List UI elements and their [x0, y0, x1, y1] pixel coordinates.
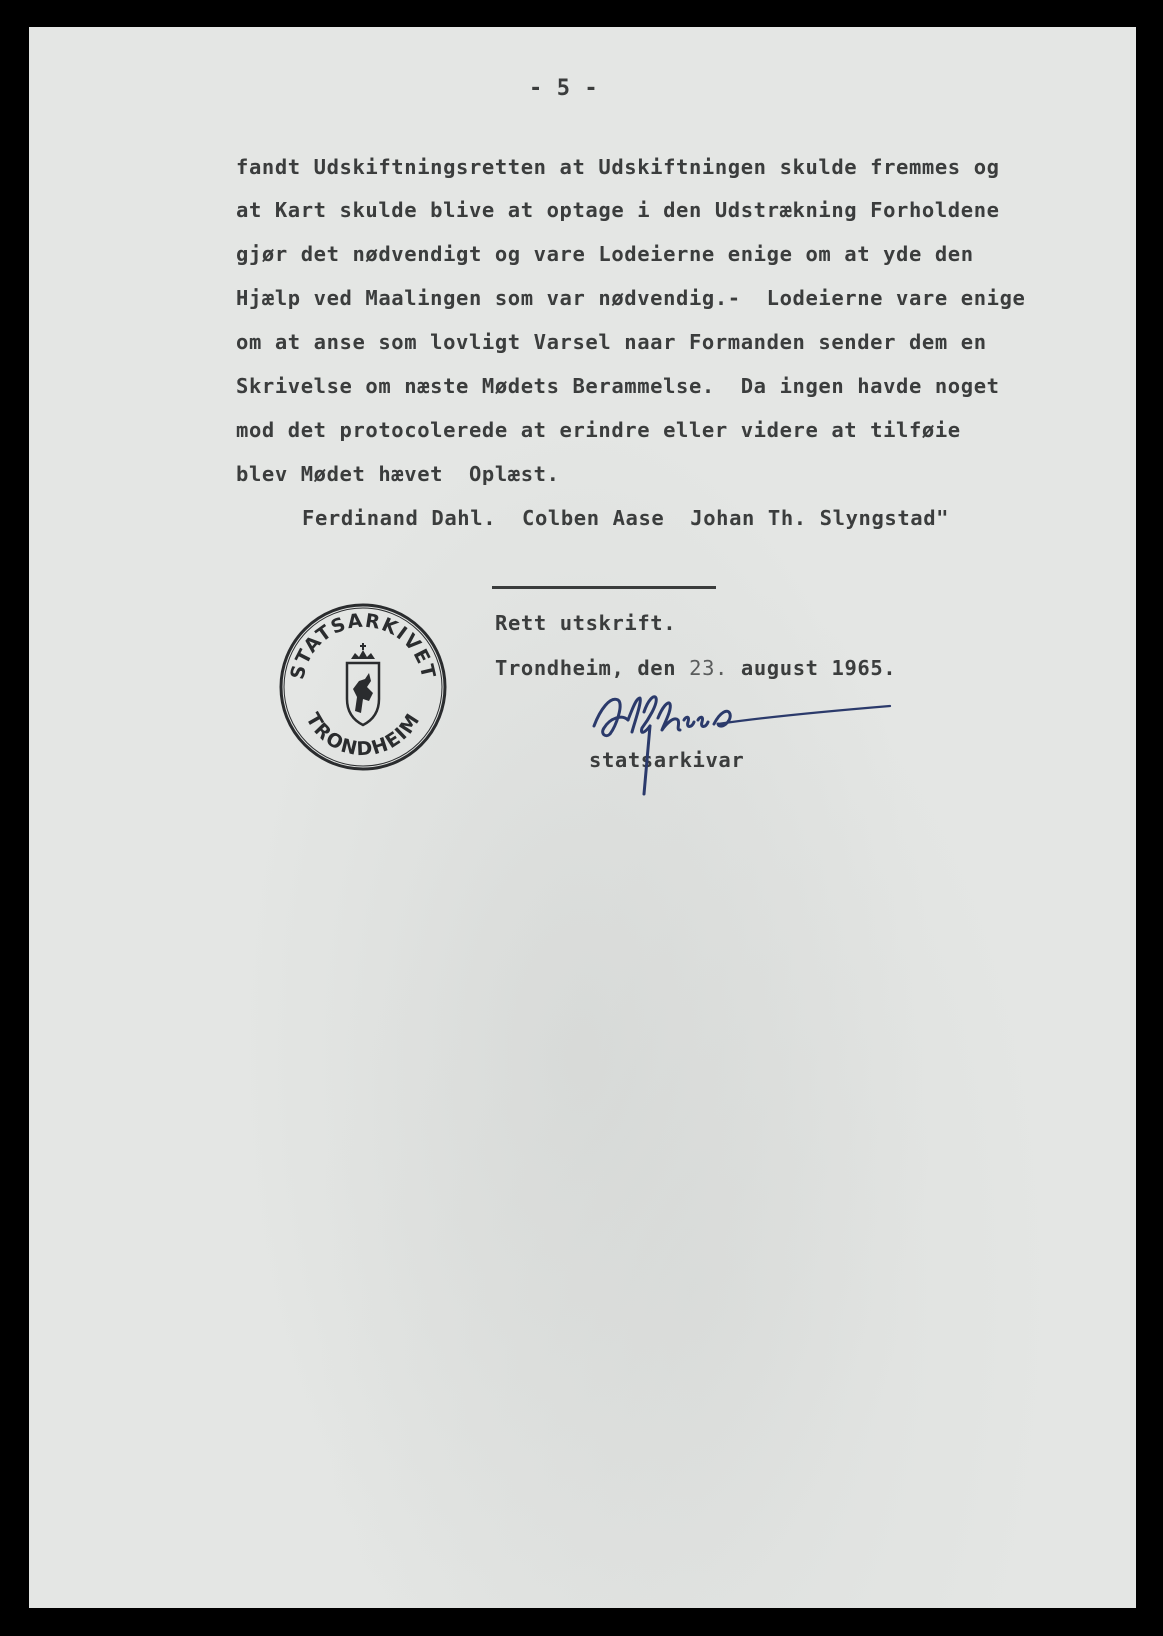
body-line: fandt Udskiftningsretten at Udskiftningen skulde fremmes og — [236, 155, 1000, 179]
page-number: - 5 - — [529, 76, 599, 101]
body-line: blev Mødet hævet Oplæst. — [236, 462, 560, 486]
coat-of-arms-icon — [347, 643, 379, 725]
stamp-bottom-text: TRONDHEIM — [301, 708, 425, 761]
body-line: Skrivelse om næste Mødets Berammelse. Da ingen havde noget — [236, 374, 1000, 398]
place-date-prefix: Trondheim, den — [495, 656, 690, 680]
place-date-suffix: august 1965. — [740, 656, 897, 680]
signatories-line: Ferdinand Dahl. Colben Aase Johan Th. Slyngstad" — [302, 506, 950, 530]
handwritten-signature — [588, 690, 894, 800]
body-line: Hjælp ved Maalingen som var nødvendig.- Lodeierne vare enige — [236, 286, 1026, 310]
signature-rule — [492, 586, 716, 589]
stamp-top-text: STATSARKIVET — [286, 609, 440, 682]
certification-place-date — [495, 656, 896, 680]
body-line: mod det protocolerede at erindre eller videre at tilføie — [236, 418, 961, 442]
body-line: gjør det nødvendigt og vare Lodeierne enige om at yde den — [236, 242, 974, 266]
body-line: at Kart skulde blive at optage i den Udstrækning Forholdene — [236, 198, 1000, 222]
date-day: 23. — [689, 656, 728, 680]
statsarkivet-stamp — [277, 601, 449, 773]
body-line: om at anse som lovligt Varsel naar Formanden sender dem en — [236, 330, 987, 354]
signer-title: statsarkivar — [589, 748, 745, 772]
certification-heading: Rett utskrift. — [495, 611, 677, 635]
